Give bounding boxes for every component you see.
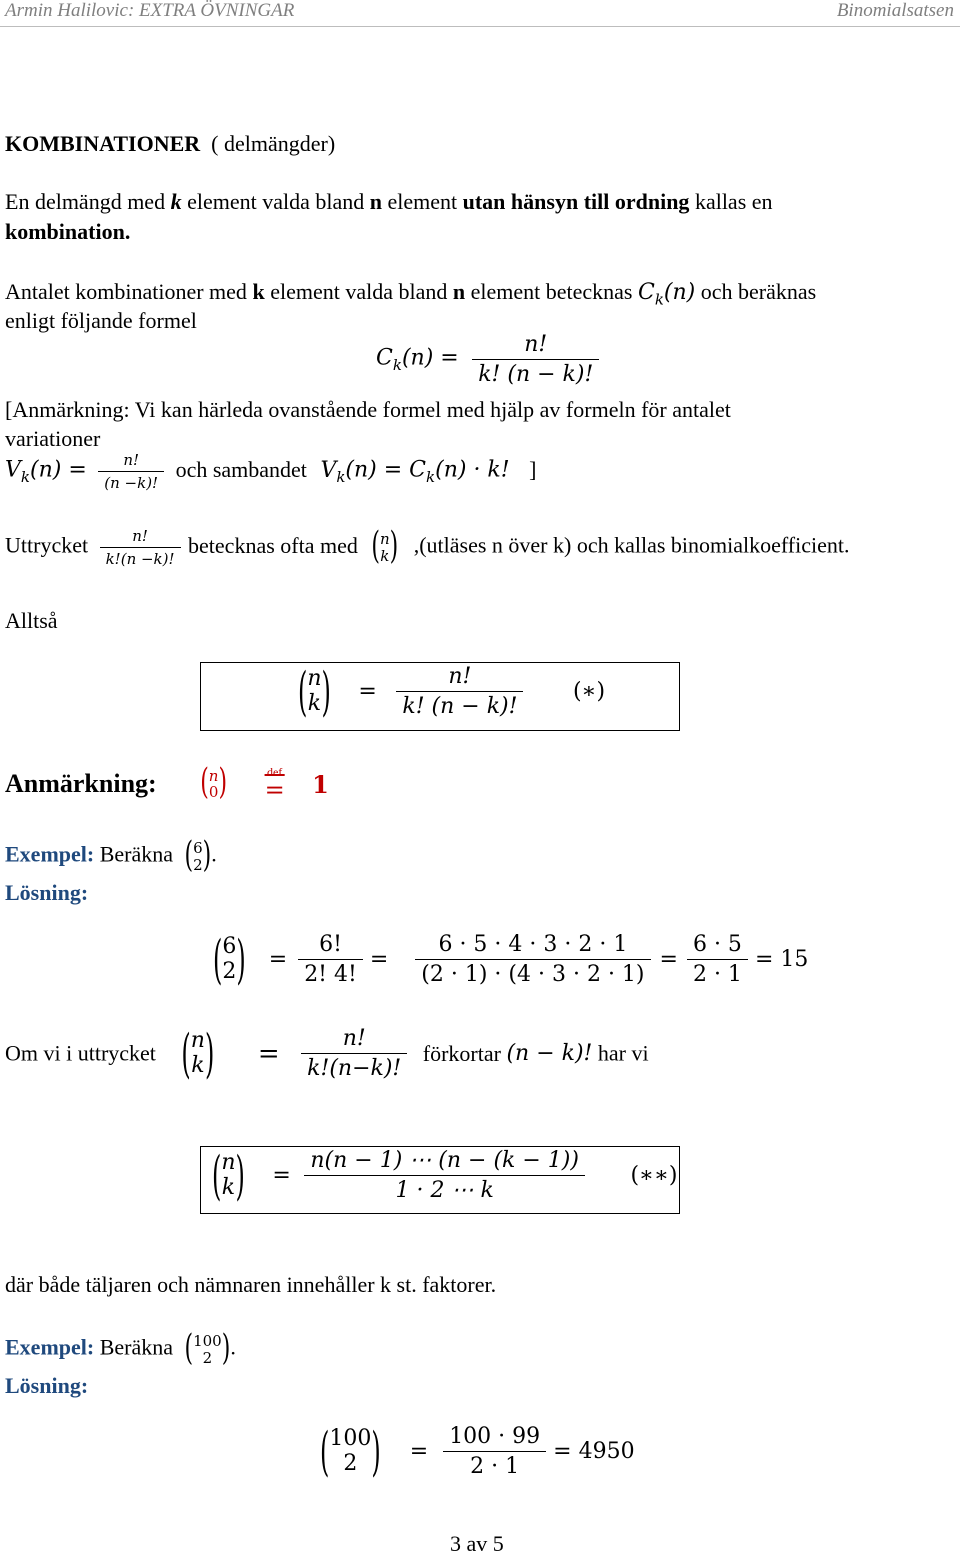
definition-text-3: element <box>381 189 463 214</box>
example1-binom-top: 6 <box>193 839 203 857</box>
alltsa-text: Alltså <box>5 608 58 633</box>
shorten-binom-top: n <box>190 1028 205 1054</box>
boxed2-binom-bottom: k <box>221 1174 236 1200</box>
calc2-binom-top: 100 <box>329 1426 372 1452</box>
remark2-binom-top: n <box>208 766 219 785</box>
example2-binom-bottom: 2 <box>202 1348 213 1367</box>
expression-fraction <box>100 527 181 568</box>
remark2-def-label: def <box>266 765 283 779</box>
remark1-rel-sub: k <box>336 467 346 486</box>
remark1-rel-arg: (n) = C <box>345 457 427 483</box>
remark1-line-1: [Anmärkning: Vi kan härleda ovanstående formel med hjälp av formeln för antalet <box>5 397 731 422</box>
boxed2-denominator: 1 · 2 ⋯ k <box>304 1175 585 1203</box>
count-text-1: Antalet kombinationer med <box>5 279 253 304</box>
expression-prefix: Uttrycket <box>5 532 89 558</box>
example1-text: Beräkna <box>99 841 173 867</box>
expression-denominator: k!(n −k)! <box>100 547 181 568</box>
calc1-fraction-1 <box>298 932 363 987</box>
formula1-lhs: C <box>376 345 393 371</box>
calc1-binom-bottom: 2 <box>222 958 237 984</box>
formula-combinations <box>376 332 599 387</box>
remark1-denominator: (n −k)! <box>98 471 164 492</box>
remark1-line-3 <box>5 451 536 492</box>
calc1-fraction-3 <box>687 932 748 987</box>
definition-text-2: element valda bland <box>181 189 370 214</box>
calc2-denominator: 2 · 1 <box>443 1451 546 1479</box>
shorten-suffix: har vi <box>597 1040 649 1066</box>
calc1-f3-den: 2 · 1 <box>687 959 748 987</box>
boxed1-tag: (∗) <box>572 679 606 704</box>
boxed2-numerator: n(n − 1) ⋯ (n − (k − 1)) <box>310 1148 579 1173</box>
expression-line <box>5 527 850 568</box>
remark1-v-arg: (n) = <box>29 457 87 483</box>
calc1-f2-num: 6 · 5 · 4 · 3 · 2 · 1 <box>438 932 628 957</box>
shorten-denominator: k!(n−k)! <box>301 1053 407 1081</box>
example2-text: Beräkna <box>99 1334 173 1360</box>
count-text-3: element betecknas <box>465 279 638 304</box>
count-n: n <box>452 279 466 304</box>
definition-text-4: kallas en <box>689 189 773 214</box>
shorten-expression: (n − k)! <box>506 1041 593 1066</box>
calc2-content <box>320 1420 635 1483</box>
remark2-def-symbol <box>265 766 285 802</box>
expression-mid-text: betecknas ofta med <box>188 532 358 558</box>
definition-line-1 <box>5 189 773 215</box>
calc2-numerator: 100 · 99 <box>449 1424 541 1449</box>
formula1-fraction <box>472 332 599 387</box>
calc1-f1-num: 6! <box>319 932 342 957</box>
boxed1-denominator: k! (n − k)! <box>396 691 523 719</box>
heading-subtitle: ( delmängder) <box>211 131 336 156</box>
expression-binom-bottom: k <box>380 546 390 565</box>
definition-n: n <box>369 189 382 214</box>
count-k: k <box>252 279 265 304</box>
remark1-fraction <box>98 451 164 492</box>
count-text-4: och beräknas <box>695 279 817 304</box>
factors-text: där både täljaren och nämnaren innehåller k st. faktorer. <box>5 1272 497 1297</box>
remark2-binom-bottom: 0 <box>208 783 219 801</box>
expression-suffix: ,(utläses n över k) och kallas binomialkoefficient. <box>413 532 850 558</box>
boxed2-binomial: ( n k ) <box>212 1144 245 1207</box>
boxed1-numerator: n! <box>448 664 472 689</box>
remark2-binomial: ( n 0 ) <box>200 763 228 804</box>
calc2-result: = 4950 <box>553 1439 635 1464</box>
example2-period: . <box>230 1334 236 1360</box>
boxed2-binom-top: n <box>221 1150 236 1176</box>
boxed1-binom-top: n <box>307 666 322 692</box>
remark1-rel-sub2: k <box>426 467 436 486</box>
calc2-fraction <box>443 1424 546 1479</box>
example2-label: Exempel: <box>5 1334 95 1360</box>
calc2-equals: = <box>409 1439 429 1464</box>
calc2-binomial: ( 100 2 ) <box>320 1420 381 1483</box>
remark1-numerator: n! <box>123 451 140 469</box>
remark1-mid-text: och sambandet <box>175 456 307 482</box>
remark1-line-2: variationer <box>5 426 101 451</box>
boxed1-binom-bottom: k <box>307 690 322 716</box>
remark2-value: 1 <box>312 769 329 799</box>
example2-binom-top: 100 <box>193 1332 222 1350</box>
boxed1-content <box>298 660 606 723</box>
count-symbol-c: C <box>637 280 655 305</box>
calc1-fraction-2 <box>415 932 650 987</box>
example1-period: . <box>211 841 217 867</box>
header-author: Armin Halilovic: EXTRA ÖVNINGAR <box>5 0 295 21</box>
formula1-denominator: k! (n − k)! <box>472 359 599 387</box>
example1-binomial: ( 6 2 ) <box>184 835 212 876</box>
boxed1-equals: = <box>358 679 377 704</box>
heading-title: KOMBINATIONER <box>5 131 201 156</box>
calc1-result: = 15 <box>754 947 809 972</box>
shorten-numerator: n! <box>342 1026 366 1051</box>
shorten-prefix: Om vi i uttrycket <box>5 1040 156 1066</box>
count-symbol-sub: k <box>654 290 664 309</box>
shorten-binomial: ( n k ) <box>181 1022 215 1085</box>
shorten-equals: = <box>257 1038 280 1069</box>
calc1-f1-den: 2! 4! <box>298 959 363 987</box>
example1-line <box>5 835 217 876</box>
example2-line <box>5 1328 236 1369</box>
calc1-content <box>213 928 809 991</box>
header-rule <box>0 26 960 27</box>
page-number: 3 av 5 <box>450 1531 504 1556</box>
definition-bold-phrase: utan hänsyn till ordning <box>462 189 690 214</box>
shorten-line <box>5 1022 649 1085</box>
definition-text-1: En delmängd med <box>5 189 171 214</box>
remark2-equals: = <box>264 776 285 804</box>
header-topic: Binomialsatsen <box>836 0 954 21</box>
definition-k: k <box>170 189 182 214</box>
remark1-rel-tail: (n) · k! <box>435 457 510 483</box>
boxed1-binomial: ( n k ) <box>298 660 331 723</box>
count-line-1 <box>5 279 816 308</box>
example1-label: Exempel: <box>5 841 95 867</box>
expression-binom-top: n <box>379 530 390 548</box>
remark1-v-sub: k <box>20 467 30 486</box>
example1-binom-bottom: 2 <box>193 855 203 874</box>
calc1-binomial: ( 6 2 ) <box>213 928 246 991</box>
boxed2-equals: = <box>272 1163 291 1188</box>
boxed2-fraction <box>304 1148 585 1203</box>
shorten-mid-text: förkortar <box>422 1040 501 1066</box>
count-line-2: enligt följande formel <box>5 308 197 333</box>
remark1-v: V <box>5 457 21 483</box>
calc1-equals-3: = <box>659 947 678 972</box>
expression-binomial: ( n k ) <box>371 525 399 568</box>
definition-line-2: kombination. <box>5 219 131 244</box>
example2-binomial: ( 100 2 ) <box>184 1328 231 1369</box>
calc1-equals-2: = <box>369 947 389 972</box>
boxed2-content <box>212 1144 678 1207</box>
formula1-arg: (n) = <box>401 345 459 371</box>
example2-solution-label: Lösning: <box>5 1373 89 1398</box>
calc2-binom-bottom: 2 <box>343 1450 358 1476</box>
count-text-2: element valda bland <box>264 279 453 304</box>
formula1-numerator: n! <box>524 332 548 357</box>
calc1-f3-num: 6 · 5 <box>692 932 742 957</box>
remark2-label: Anmärkning: <box>5 769 157 798</box>
section-heading <box>5 131 335 157</box>
formula1-sub: k <box>392 355 402 374</box>
shorten-fraction <box>301 1026 407 1081</box>
remark1-close: ] <box>529 456 537 482</box>
boxed1-fraction <box>396 664 523 719</box>
count-symbol-arg: (n) <box>663 280 696 305</box>
example1-solution-label: Lösning: <box>5 880 89 905</box>
boxed2-tag: (∗∗) <box>630 1163 678 1188</box>
shorten-binom-bottom: k <box>191 1052 205 1078</box>
calc1-binom-top: 6 <box>222 934 237 960</box>
calc1-equals-1: = <box>268 947 288 972</box>
expression-numerator: n! <box>132 527 148 545</box>
calc1-f2-den: (2 · 1) · (4 · 3 · 2 · 1) <box>415 959 650 987</box>
remark2-line <box>5 763 329 804</box>
remark1-rel-lhs: V <box>320 457 337 483</box>
